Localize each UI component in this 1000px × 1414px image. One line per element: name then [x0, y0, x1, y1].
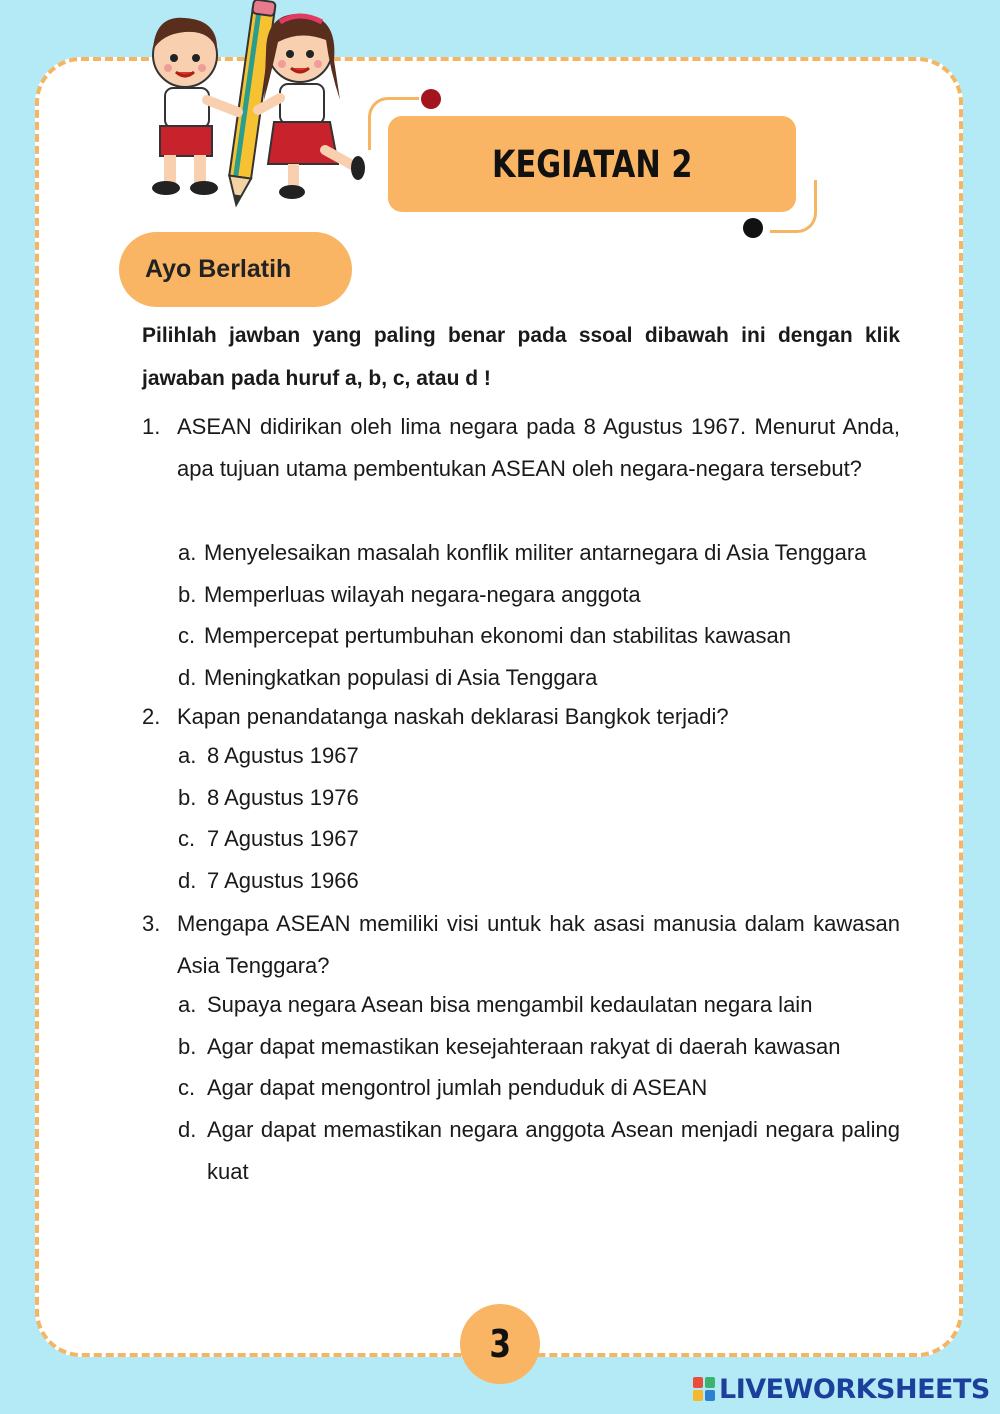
page-title: KEGIATAN 2: [491, 142, 693, 186]
option-text: 8 Agustus 1976: [207, 785, 359, 810]
question-text: Mengapa ASEAN memiliki visi untuk hak asasi manusia dalam kawasan Asia Tenggara?: [177, 911, 900, 978]
option-letter: a.: [178, 540, 197, 565]
option-text: 8 Agustus 1967: [207, 743, 359, 768]
option-letter: b.: [178, 1034, 197, 1059]
option-letter: b.: [178, 785, 197, 810]
section-label-pill: [119, 232, 352, 307]
answer-option[interactable]: [178, 1109, 900, 1193]
decorative-dot: [743, 218, 763, 238]
option-letter: a.: [178, 743, 197, 768]
question-text: Kapan penandatanga naskah deklarasi Bangkok terjadi?: [177, 704, 729, 729]
option-letter: b.: [178, 582, 197, 607]
title-banner: [388, 116, 796, 212]
page-number: 3: [489, 1322, 511, 1366]
question-3: [142, 903, 900, 987]
question-2: [142, 696, 900, 738]
option-text: 7 Agustus 1966: [207, 868, 359, 893]
option-letter: c.: [178, 623, 196, 648]
answer-option[interactable]: [178, 984, 900, 1026]
option-text: Menyelesaikan masalah konflik militer antarnegara di Asia Tenggara: [204, 540, 867, 565]
decorative-line: [770, 180, 817, 233]
option-text: Mempercepat pertumbuhan ekonomi dan stabilitas kawasan: [204, 623, 791, 648]
answer-option[interactable]: [178, 532, 900, 574]
brand-name: LIVEWORKSHEETS: [719, 1373, 990, 1405]
answer-option[interactable]: [178, 615, 900, 657]
option-text: Memperluas wilayah negara-negara anggota: [204, 582, 641, 607]
answer-option[interactable]: [178, 1026, 900, 1068]
instruction-text: Pilihlah jawban yang paling benar pada ssoal dibawah ini dengan klik jawaban pada huruf a, b, c, atau d !: [142, 324, 900, 390]
liveworksheets-logo-icon: [693, 1377, 715, 1401]
answer-option[interactable]: [178, 1067, 900, 1109]
option-text: Agar dapat memastikan negara anggota Asean menjadi negara paling kuat: [207, 1117, 900, 1184]
decorative-dot: [421, 89, 441, 109]
option-letter: d.: [178, 868, 197, 893]
option-letter: c.: [178, 826, 196, 851]
option-letter: d.: [178, 1117, 197, 1142]
option-text: Supaya negara Asean bisa mengambil kedaulatan negara lain: [207, 992, 813, 1017]
answer-option[interactable]: [178, 735, 900, 777]
answer-option[interactable]: [178, 818, 900, 860]
section-label: Ayo Berlatih: [145, 255, 292, 283]
option-letter: d.: [178, 665, 197, 690]
liveworksheets-brand[interactable]: [693, 1372, 990, 1406]
option-text: Agar dapat mengontrol jumlah penduduk di ASEAN: [207, 1075, 708, 1100]
page-number-badge: [460, 1304, 540, 1384]
option-text: 7 Agustus 1967: [207, 826, 359, 851]
answer-option[interactable]: [178, 860, 900, 902]
question-number: 2.: [142, 704, 161, 729]
question-text: ASEAN didirikan oleh lima negara pada 8 Agustus 1967. Menurut Anda, apa tujuan utama pembentukan ASEAN oleh negara-negara tersebut?: [177, 414, 900, 481]
answer-option[interactable]: [178, 657, 900, 699]
question-number: 3.: [142, 911, 161, 936]
option-text: Meningkatkan populasi di Asia Tenggara: [204, 665, 598, 690]
question-number: 1.: [142, 414, 161, 439]
option-letter: a.: [178, 992, 197, 1017]
option-text: Agar dapat memastikan kesejahteraan rakyat di daerah kawasan: [207, 1034, 841, 1059]
kids-with-pencil-illustration: [140, 0, 380, 215]
option-letter: c.: [178, 1075, 196, 1100]
answer-option[interactable]: [178, 777, 900, 819]
answer-option[interactable]: [178, 574, 900, 616]
question-1: [142, 406, 900, 490]
